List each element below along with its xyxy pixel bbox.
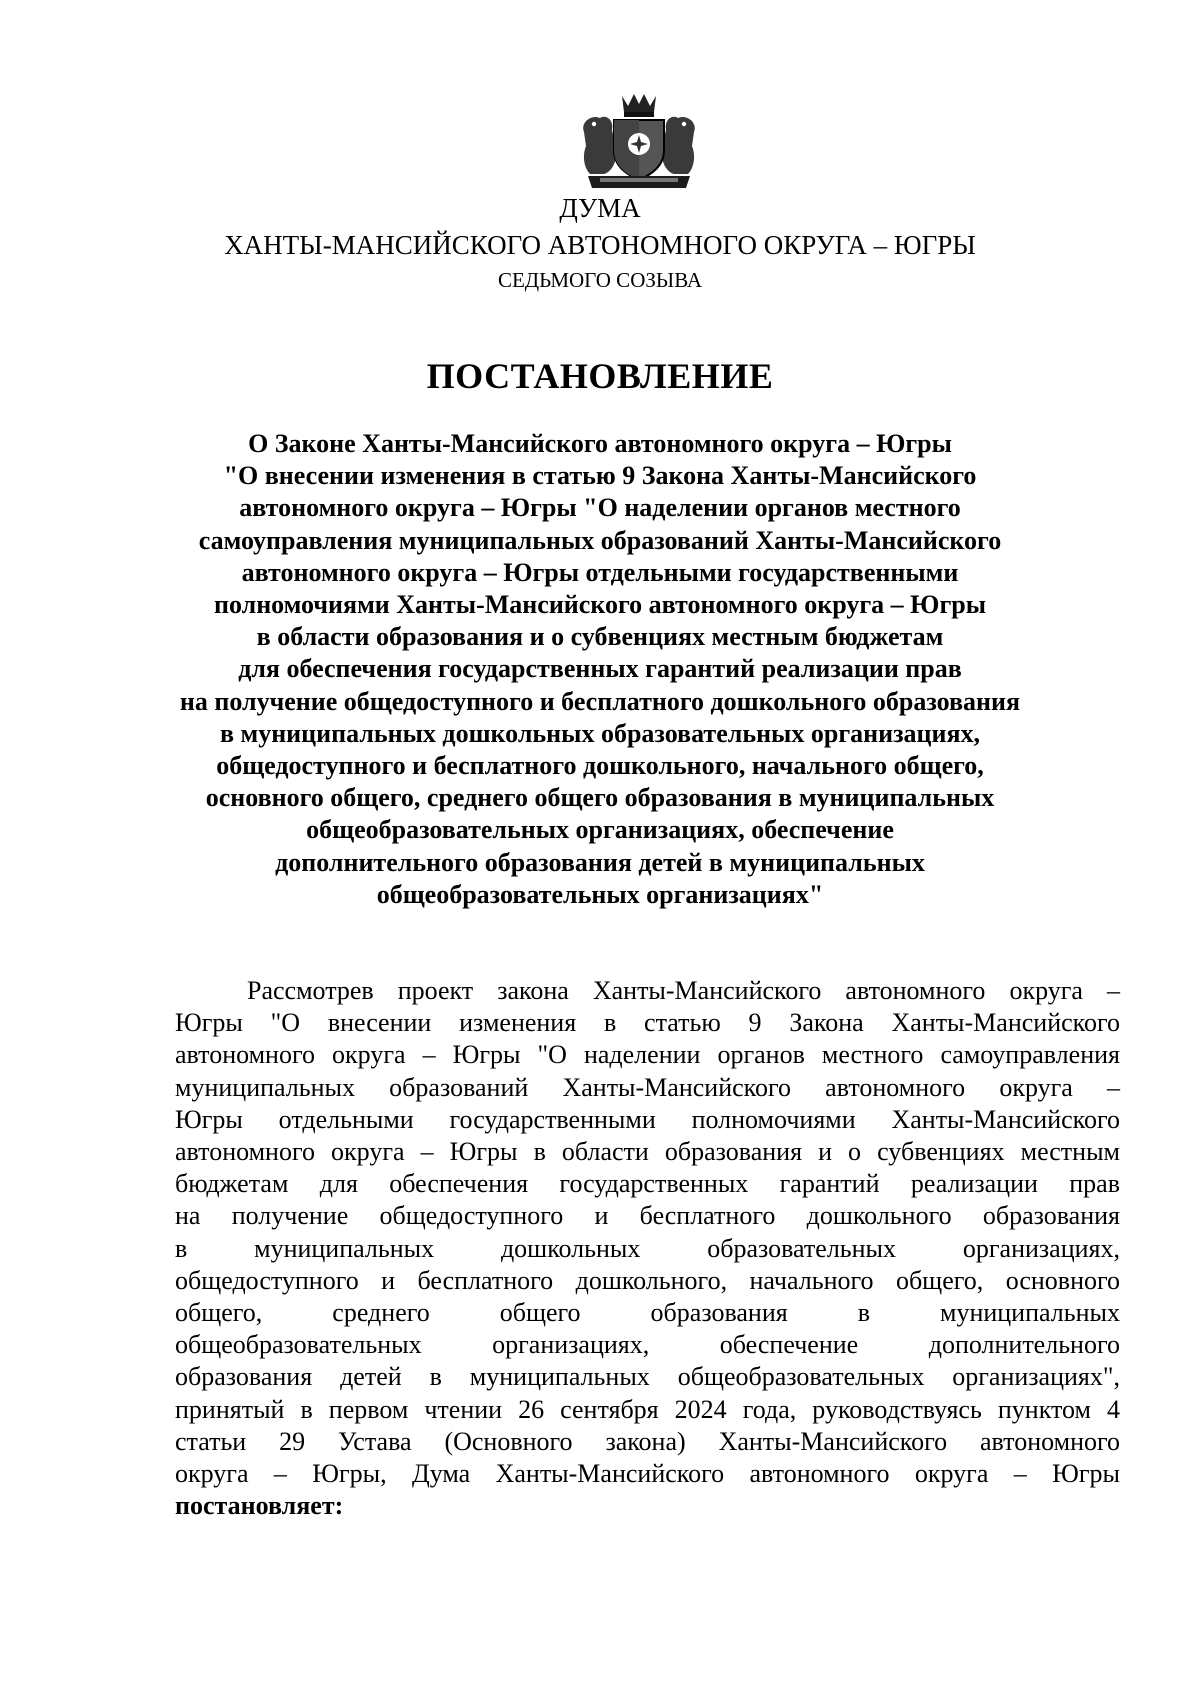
body-line: бюджетам для обеспечения государственных гарантий реализации прав [175, 1169, 1120, 1199]
subject-line: автономного округа – Югры "О наделении органов местного [239, 493, 961, 523]
body-line: Югры отдельными государственными полномочиями Ханты-Мансийского [175, 1104, 1120, 1134]
subject-line: основного общего, среднего общего образования в муниципальных [205, 783, 995, 813]
subject-line: общедоступного и бесплатного дошкольного, начального общего, [216, 751, 984, 781]
subject-line: в муниципальных дошкольных образовательных организациях, [219, 718, 981, 748]
subject-line: на получение общедоступного и бесплатного дошкольного образования [179, 686, 1021, 716]
subject-line: в области образования и о субвенциях местным бюджетам [256, 622, 944, 652]
subject-line: общеобразовательных организациях" [376, 879, 824, 909]
subject-line: О Законе Ханты-Мансийского автономного округа – Югры [248, 429, 952, 458]
org-name-line1: ДУМА [559, 193, 641, 223]
preamble-paragraph [175, 975, 1120, 1522]
subject-line: "О внесении изменения в статью 9 Закона Ханты-Мансийского [223, 461, 977, 491]
body-line: общеобразовательных организациях, обеспечение дополнительного [175, 1330, 1120, 1360]
subject-line: самоуправления муниципальных образований Ханты-Мансийского [198, 525, 1002, 555]
body-line: муниципальных образований Ханты-Мансийского автономного округа – [175, 1072, 1120, 1102]
khanty-mansi-coat-of-arms-icon [578, 92, 700, 192]
subject-line: общеобразовательных организациях, обеспечение [306, 815, 894, 845]
body-line: принятый в первом чтении 26 сентября 2024 года, руководствуясь пунктом 4 [175, 1394, 1120, 1424]
body-line: общего, среднего общего образования в муниципальных [175, 1298, 1120, 1328]
org-name-line2: ХАНТЫ-МАНСИЙСКОГО АВТОНОМНОГО ОКРУГА – ЮГРЫ [224, 230, 976, 260]
subject-line: для обеспечения государственных гарантий реализации прав [238, 654, 962, 684]
body-line: Рассмотрев проект закона Ханты-Мансийского автономного округа – [247, 976, 1120, 1005]
subject-line: дополнительного образования детей в муниципальных [275, 847, 925, 877]
subject-line: полномочиями Ханты-Мансийского автономного округа – Югры [213, 590, 987, 620]
body-line: общедоступного и бесплатного дошкольного, начального общего, основного [175, 1265, 1120, 1295]
subject-line: автономного округа – Югры отдельными государственными [241, 557, 959, 587]
document-type-title: ПОСТАНОВЛЕНИЕ [426, 356, 774, 396]
body-line: на получение общедоступного и бесплатного дошкольного образования [175, 1201, 1120, 1231]
body-line: образования детей в муниципальных общеобразовательных организациях", [175, 1362, 1120, 1392]
resolution-verb: постановляет: [175, 1491, 344, 1521]
body-line: автономного округа – Югры в области образования и о субвенциях местным [175, 1137, 1120, 1167]
body-line: автономного округа – Югры "О наделении органов местного самоуправления [175, 1040, 1120, 1070]
convocation-label: СЕДЬМОГО СОЗЫВА [497, 268, 703, 292]
body-line: Югры "О внесении изменения в статью 9 Закона Ханты-Мансийского [175, 1008, 1120, 1038]
body-line: статьи 29 Устава (Основного закона) Ханты-Мансийского автономного [175, 1426, 1120, 1456]
body-line: округа – Югры, Дума Ханты-Мансийского автономного округа – Югры [175, 1459, 1120, 1489]
body-line: в муниципальных дошкольных образовательных организациях, [175, 1233, 1120, 1263]
document-subject [150, 428, 1050, 911]
